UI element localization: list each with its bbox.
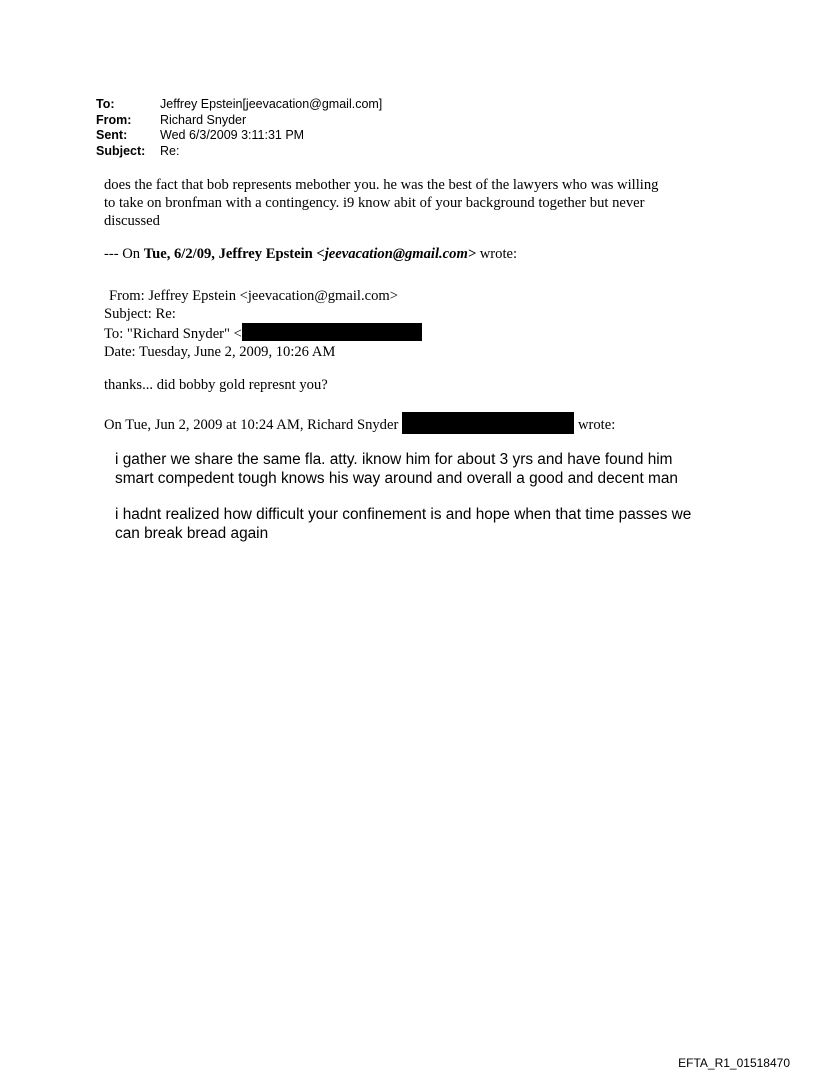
forwarded-date: Date: Tuesday, June 2, 2009, 10:26 AM	[104, 344, 336, 360]
header-from-row	[96, 113, 382, 129]
document-id: EFTA_R1_01518470	[678, 1056, 790, 1070]
quoted-attribution	[104, 246, 517, 263]
reply-attribution	[104, 412, 615, 434]
subject-value: Re:	[160, 143, 180, 158]
attribution-sender: Tue, 6/2/09, Jeffrey Epstein	[143, 246, 317, 262]
from-value: Richard Snyder	[160, 112, 247, 127]
thanks-line: thanks... did bobby gold represnt you?	[104, 377, 328, 393]
to-label: To:	[96, 97, 115, 111]
forwarded-to: To: "Richard Snyder" <	[104, 326, 242, 342]
to-value: Jeffrey Epstein[jeevacation@gmail.com]	[160, 97, 383, 111]
redaction-bar	[242, 323, 422, 341]
subject-label: Subject:	[96, 143, 146, 158]
from-label: From:	[96, 112, 132, 127]
forwarded-from: From: Jeffrey Epstein <jeevacation@gmail.com>	[109, 288, 398, 304]
attribution-prefix: --- On	[104, 246, 144, 262]
body-line: does the fact that bob represents mebother you. he was the best of the lawyers who was willing	[104, 177, 659, 193]
quoted-line: i gather we share the same fla. atty. iknow him for about 3 yrs and have found him	[115, 451, 673, 468]
attribution-suffix: wrote:	[476, 246, 518, 262]
forwarded-header	[104, 287, 422, 361]
quoted-paragraph	[115, 450, 755, 488]
body-line: to take on bronfman with a contingency. i9 know abit of your background together but never	[104, 195, 645, 211]
quoted-line: i hadnt realized how difficult your confinement is and hope when that time passes we	[115, 506, 692, 523]
redaction-bar	[402, 412, 574, 434]
sent-label: Sent:	[96, 128, 128, 142]
quoted-paragraph	[115, 505, 755, 543]
sent-value: Wed 6/3/2009 3:11:31 PM	[160, 128, 305, 142]
attribution-email: <jeevacation@gmail.com>	[316, 246, 477, 262]
forwarded-subject: Subject: Re:	[104, 306, 176, 322]
header-sent-row	[96, 128, 382, 144]
header-to-row	[96, 97, 382, 113]
reply-attribution-text: On Tue, Jun 2, 2009 at 10:24 AM, Richard Snyder	[104, 417, 402, 433]
forwarded-to-row	[104, 323, 422, 343]
email-header	[96, 97, 382, 159]
quoted-line: can break bread again	[115, 525, 269, 542]
reply-attribution-suffix: wrote:	[577, 417, 616, 433]
quoted-line: smart compedent tough knows his way around and overall a good and decent man	[115, 470, 678, 487]
body-line: discussed	[104, 213, 160, 229]
header-subject-row	[96, 144, 382, 160]
message-body	[104, 176, 744, 230]
